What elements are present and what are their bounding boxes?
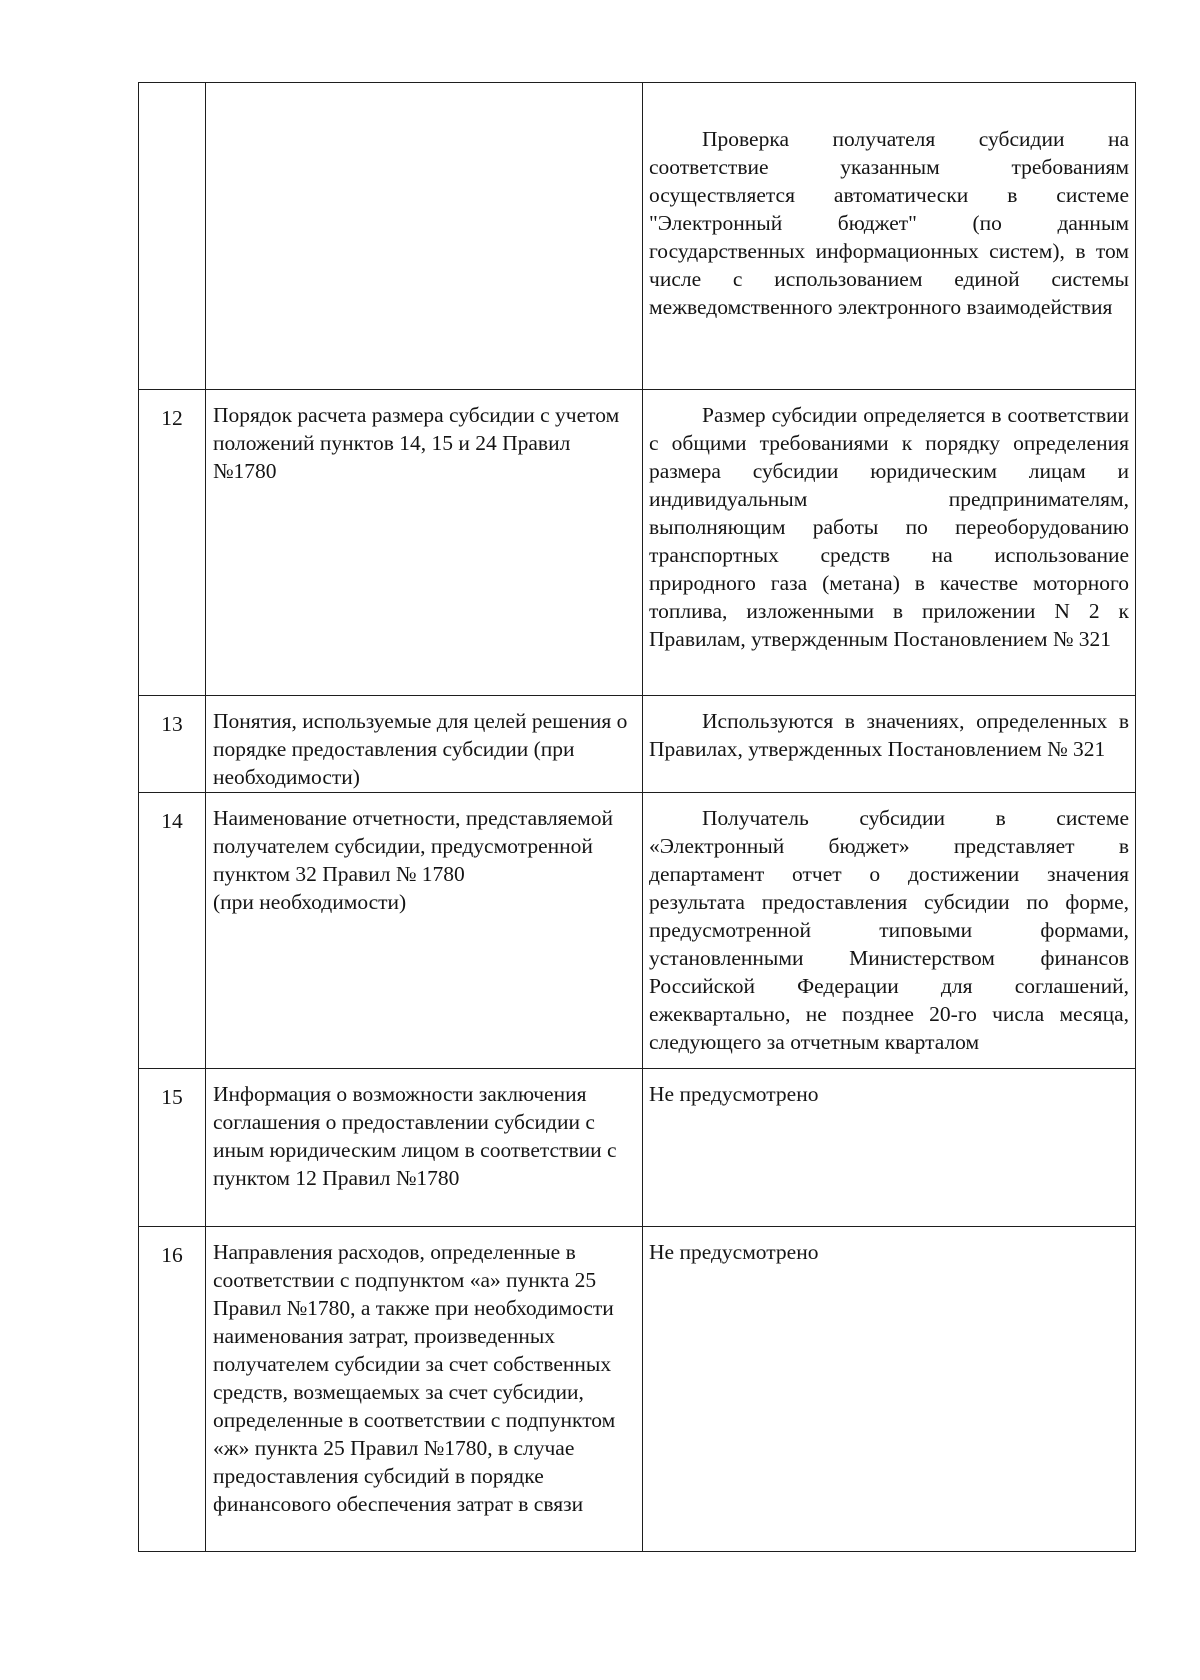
row-value-cell (643, 83, 1136, 390)
row-number: 16 (161, 1243, 183, 1267)
row-number-cell (139, 390, 206, 696)
row-name-cell (206, 1069, 643, 1227)
row-value-cell (643, 1069, 1136, 1227)
table-row (139, 696, 1136, 793)
table-row (139, 390, 1136, 696)
row-name: Направления расходов, определенные в соответствии с подпунктом «а» пункта 25 Правил №1780, а также при необходимости наименования затрат, произведенных получателем субсидии за счет собственных средств, возмещаемых за счет субсидии, определенные в соответствии с подпунктом «ж» пункта 25 Правил №1780, в случае предоставления субсидий в порядке финансового обеспечения затрат в связи (213, 1240, 616, 1516)
row-value: Не предусмотрено (649, 1082, 819, 1106)
row-name-cell (206, 390, 643, 696)
table-row (139, 1069, 1136, 1227)
table-row (139, 83, 1136, 390)
row-value: Получатель субсидии в системе «Электронный бюджет» представляет в департамент отчет о достижении значения результата предоставления субсидии по форме, предусмотренной типовыми формами, установленными Министерством финансов Российской Федерации для соглашений, ежеквартально, не позднее 20-го числа месяца, следующего за отчетным кварталом (649, 806, 1129, 1054)
table-row (139, 1227, 1136, 1552)
row-number-cell (139, 1069, 206, 1227)
row-value-cell (643, 390, 1136, 696)
row-number: 15 (161, 1085, 183, 1109)
requirements-table (138, 82, 1136, 1552)
row-number-cell (139, 1227, 206, 1552)
row-name (206, 83, 642, 94)
row-name-cell (206, 793, 643, 1069)
row-name-cell (206, 1227, 643, 1552)
row-number-cell (139, 83, 206, 390)
table-row (139, 793, 1136, 1069)
row-name: Порядок расчета размера субсидии с учетом положений пунктов 14, 15 и 24 Правил №1780 (213, 403, 620, 483)
row-number: 12 (161, 406, 183, 430)
row-number: 13 (161, 712, 183, 736)
row-name-cell (206, 696, 643, 793)
row-number (139, 83, 205, 97)
row-number-cell (139, 696, 206, 793)
row-value: Размер субсидии определяется в соответствии с общими требованиями к порядку определения размера субсидии юридическим лицам и индивидуальным предпринимателям, выполняющим работы по переоборудованию транспортных средств на использование природного газа (метана) в качестве моторного топлива, изложенными в приложении N 2 к Правилам, утвержденным Постановлением № 321 (649, 403, 1129, 651)
row-value: Проверка получателя субсидии на соответствие указанным требованиям осуществляется автоматически в системе "Электронный бюджет" (по данным государственных информационных систем), в том числе с использованием единой системы межведомственного электронного взаимодействия (649, 127, 1129, 319)
row-number-cell (139, 793, 206, 1069)
row-value-cell (643, 793, 1136, 1069)
row-number: 14 (161, 809, 183, 833)
row-value-cell (643, 1227, 1136, 1552)
row-name-cell (206, 83, 643, 390)
row-value: Не предусмотрено (649, 1240, 819, 1264)
row-name-main: Наименование отчетности, представляемой получателем субсидии, предусмотренной пунктом 32 Правил № 1780 (213, 806, 614, 886)
row-name (206, 793, 642, 916)
row-name-note: (при необходимости) (213, 890, 407, 914)
row-value-cell (643, 696, 1136, 793)
row-name: Понятия, используемые для целей решения о порядке предоставления субсидии (при необходимости) (213, 709, 628, 789)
row-name: Информация о возможности заключения соглашения о предоставлении субсидии с иным юридическим лицом в соответствии с пунктом 12 Правил №1780 (213, 1082, 617, 1190)
row-value: Используются в значениях, определенных в Правилах, утвержденных Постановлением № 321 (649, 709, 1129, 761)
